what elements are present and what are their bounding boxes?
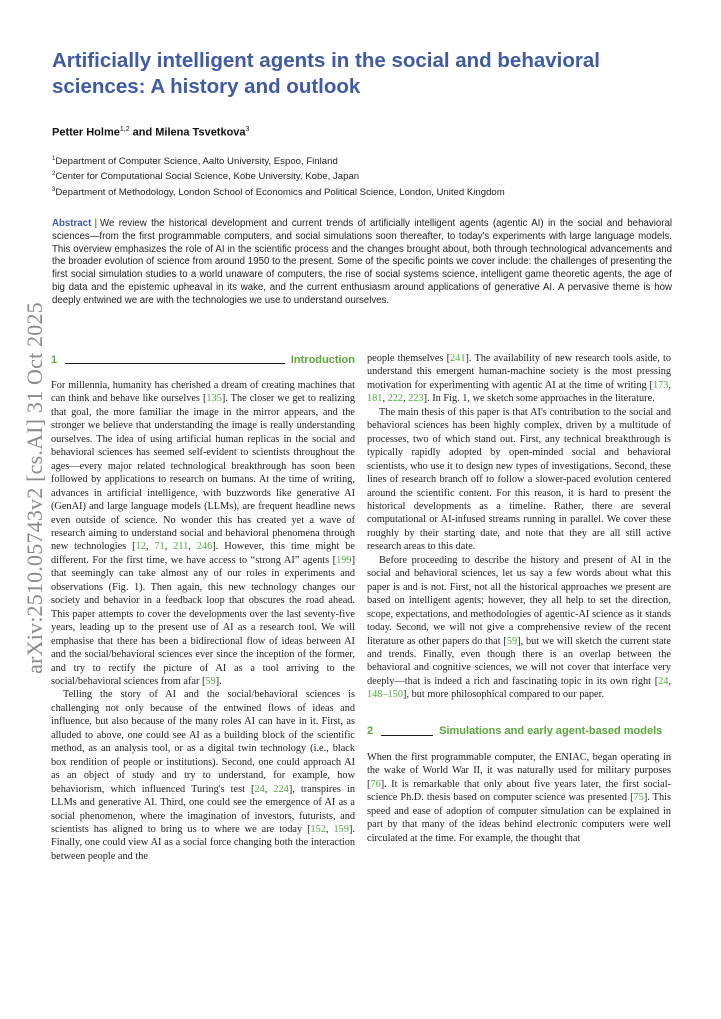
body-text: , bbox=[382, 393, 388, 405]
citation-link[interactable]: 224 bbox=[273, 783, 289, 795]
section-title: Simulations and early agent-based models bbox=[439, 725, 663, 738]
body-text: , bbox=[668, 675, 671, 687]
citation-link[interactable]: 71 bbox=[154, 541, 165, 553]
citation-link[interactable]: 222 bbox=[387, 393, 404, 405]
citation-link[interactable]: 24 bbox=[254, 783, 265, 795]
body-text: When the first programmable computer, the ENIAC, began operating in the wake of World War II, it was naturally used for military purposes [ bbox=[367, 751, 671, 790]
citation-link[interactable]: 12 bbox=[135, 541, 146, 553]
arxiv-stamp-text: arXiv:2510.05743v2 [cs.AI] 31 Oct 2025 bbox=[22, 301, 47, 674]
body-text: ]. In Fig. 1, we sketch some approaches in the literature. bbox=[423, 393, 655, 405]
body-text: ]. It is remarkable that only about five years later, the first social-science Ph.D. thesis based on computer science was presented [ bbox=[367, 778, 671, 804]
body-text-left bbox=[51, 379, 355, 863]
affiliation-marker: 2 bbox=[52, 171, 56, 178]
body-text: The main thesis of this paper is that AI's contribution to the social and behavioral sciences has been highly complex, driven by a multitude of processes, two of which stand out. First, any technical breakthrough is typically rapidly adopted by open-minded social and behavioral scientists, who use it to design new types of investigations. Second, these lines of research branch off to follow a slower-paced evolution centered around the scientific content. For this reason, it is hard to present the historical developments as a timeline. Rather, there are several computational or AI-infused streams running in parallel. We cover these roughly by their starting date, and note that they are all still active research areas to this date. bbox=[367, 406, 671, 553]
body-text: For millennia, humanity has cherished a dream of creating machines that can think and behave like ourselves [ bbox=[51, 380, 355, 405]
section-heading-simulations bbox=[367, 724, 671, 739]
body-text: ]. The closer we get to realizing that goal, the more familiar the image in the mirror appears, and the stronger we believe that understanding the image is really understanding ourselves. The idea of using artificial human replicas in the social and behavioral sciences has seemed self-evident to scientists throughout the ages—every major related technological breakthrough has soon been followed by applications to research on humans. At the time of writing, advances in artificial intelligence, with buzzwords like generative AI (GenAI) and large language models (LLMs), are frequent headline news even outside of science. No wonder this has created yet a wave of research aiming to understand social and behavioral phenomena through new technologies [ bbox=[51, 393, 355, 553]
affiliation-line bbox=[52, 168, 672, 183]
citation-link[interactable]: 223 bbox=[408, 393, 424, 405]
body-text: ], transpires in LLMs and generative AI. Third, one could see the emergence of AI as a social phenomenon, where the imagination of investors, futurists, and scientists has aligned to bring us to where we are today [ bbox=[51, 783, 355, 835]
body-text: , bbox=[264, 783, 274, 795]
body-text: people themselves [ bbox=[367, 353, 451, 364]
body-text: , bbox=[668, 379, 671, 391]
section-number: 2 bbox=[367, 725, 374, 738]
paper-title: Artificially intelligent agents in the social and behavioral sciences: A history and outlook bbox=[52, 49, 600, 98]
citation-link[interactable]: 211 bbox=[173, 541, 189, 553]
affiliation-text: Department of Computer Science, Aalto University, Espoo, Finland bbox=[55, 156, 338, 168]
section-heading-introduction bbox=[51, 352, 355, 367]
right-column bbox=[367, 352, 671, 845]
citation-link[interactable]: 159 bbox=[333, 823, 349, 835]
body-text: ]. This speed and ease of adoption of computer simulation can be explained in part by that many of the ideas behind electronic computers were well circulated at the time. For example, the thought that bbox=[367, 792, 671, 844]
citation-link[interactable]: 181 bbox=[367, 393, 383, 405]
citation-link[interactable]: 199 bbox=[336, 554, 352, 566]
affiliation-text: Center for Computational Social Science, Kobe University, Kobe, Japan bbox=[55, 171, 360, 183]
affiliation-list bbox=[52, 153, 672, 199]
section-spacer bbox=[367, 702, 671, 724]
citation-link[interactable]: 76 bbox=[370, 778, 381, 790]
abstract-separator: | bbox=[94, 218, 98, 229]
section-title: Introduction bbox=[290, 353, 355, 366]
citation-link[interactable]: 148–150 bbox=[367, 689, 404, 701]
citation-link[interactable]: 75 bbox=[633, 792, 644, 804]
citation-link[interactable]: 135 bbox=[206, 393, 222, 405]
body-paragraph bbox=[367, 751, 671, 845]
body-text: ], but more philosophical compared to our paper. bbox=[403, 689, 605, 701]
affiliation-line bbox=[52, 153, 672, 168]
body-text: , bbox=[403, 393, 409, 405]
section-rule bbox=[65, 363, 285, 364]
abstract-text: We review the historical development and current trends of artificially intelligent agents (agentic AI) in the social and behavioral sciences—from the first programmable computers, and social simulations soon thereafter, to today's experiments with large language models. This overview emphasizes the role of AI in the scientific process and the changes brought about, both through technological advancements and the broader evolution of science from around 1950 to the present. Some of the specific points we cover include: the challenges of presenting the first social simulation studies to a world unaware of computers, the rise of social systems science, intelligent game theoretic agents, the age of big data and the epistemic upheaval in its wake, and the current enthusiasm around applications of generative AI. A pervasive theme is how deeply entwined we are with the technologies we use to understand ourselves. bbox=[52, 218, 672, 306]
author-affiliation-marker: 3 bbox=[245, 126, 250, 133]
author-name: Milena Tsvetkova bbox=[155, 126, 246, 139]
citation-link[interactable]: 59 bbox=[506, 635, 518, 647]
body-text: Before proceeding to describe the history and present of AI in the social and behavioral sciences, let us say a few words about what this paper is and is not. First, not all the historical approaches we present are based on intelligent agents; however, they all help to set the direction, scope, expectations, and methodologies of agentic-AI science as it stands today. Second, we will not give a comprehensive review of the recent literature as other papers do that [ bbox=[367, 554, 671, 647]
body-paragraph bbox=[51, 379, 355, 688]
body-text-right-intro bbox=[367, 352, 671, 702]
author-name: Petter Holme bbox=[52, 126, 120, 139]
abstract-label: Abstract bbox=[52, 218, 92, 229]
body-text: , bbox=[164, 541, 174, 553]
citation-link[interactable]: 24 bbox=[658, 675, 669, 687]
section-number: 1 bbox=[51, 353, 58, 366]
section-rule bbox=[381, 735, 433, 736]
citation-link[interactable]: 173 bbox=[652, 379, 669, 391]
left-column bbox=[51, 352, 355, 863]
author-affiliation-marker: 1,2 bbox=[119, 126, 130, 133]
body-text: ] that seemingly can take almost any of our roles in experiments and observations (Fig. 1). Then again, this new technology changes our society and behavior in a feedback loop that obscures the road ahead. This paper attempts to cover the developments over the last seventy-five years, leading up to the present use of AI as a research tool. We will emphasise that there has been a bidirectional flow of ideas between AI and the social/behavioral sciences ever since the inception of the former, and try to rectify the picture of AI as a tool arriving to the social/behavioral sciences from afar [ bbox=[51, 554, 355, 687]
citation-link[interactable]: 246 bbox=[196, 541, 213, 553]
affiliation-line bbox=[52, 184, 672, 199]
arxiv-identifier-stamp bbox=[20, 301, 50, 674]
body-paragraph bbox=[367, 406, 671, 554]
body-text: , bbox=[325, 823, 334, 835]
body-text: , bbox=[145, 541, 155, 553]
body-text: ]. However, this time might be different. For the first time, we have access to “strong AI” agents [ bbox=[51, 541, 355, 566]
body-text: ], but we will sketch the current state and trends. Finally, even though there is an overlap between the behavioral and cognitive sciences, we will not cover that interface very deeply—that is indeed a rich and fascinating topic in its own right [ bbox=[367, 635, 671, 687]
author-conjunction: and bbox=[129, 126, 156, 139]
body-text: ]. Finally, one could view AI as a social force changing both the interaction between people and the bbox=[51, 823, 355, 862]
affiliation-marker: 1 bbox=[52, 156, 56, 162]
body-text: ]. bbox=[215, 675, 222, 687]
abstract bbox=[52, 218, 672, 308]
affiliation-text: Department of Methodology, London School of Economics and Political Science, London, United Kingdom bbox=[55, 186, 505, 198]
citation-link[interactable]: 152 bbox=[310, 823, 326, 835]
affiliation-marker: 3 bbox=[52, 186, 56, 193]
body-paragraph bbox=[367, 554, 671, 702]
body-paragraph bbox=[51, 688, 355, 863]
author-list bbox=[52, 126, 249, 139]
citation-link[interactable]: 59 bbox=[205, 675, 216, 687]
body-text: ]. The availability of new research tools aside, to understand this emergent human-machine society is the most pressing motivation for experimenting with agentic AI at the time of writing [ bbox=[367, 353, 671, 391]
body-text: Telling the story of AI and the social/behavioral sciences is challenging not only because of the entwined flows of ideas and influence, but also because of the many roles AI can have in it. First, as alluded to above, one could see AI as a building block of the scientific method, as an analysis tool, or as a digital twin technology (i.e., black box rendition of people or institutions). Second, one could approach AI as an object of study and try to understand, for example, how behaviorism, which influenced Turing's test [ bbox=[51, 689, 355, 795]
body-text-right-simulations bbox=[367, 751, 671, 845]
citation-link[interactable]: 241 bbox=[450, 353, 466, 364]
body-paragraph bbox=[367, 352, 671, 406]
body-text: , bbox=[188, 541, 197, 553]
